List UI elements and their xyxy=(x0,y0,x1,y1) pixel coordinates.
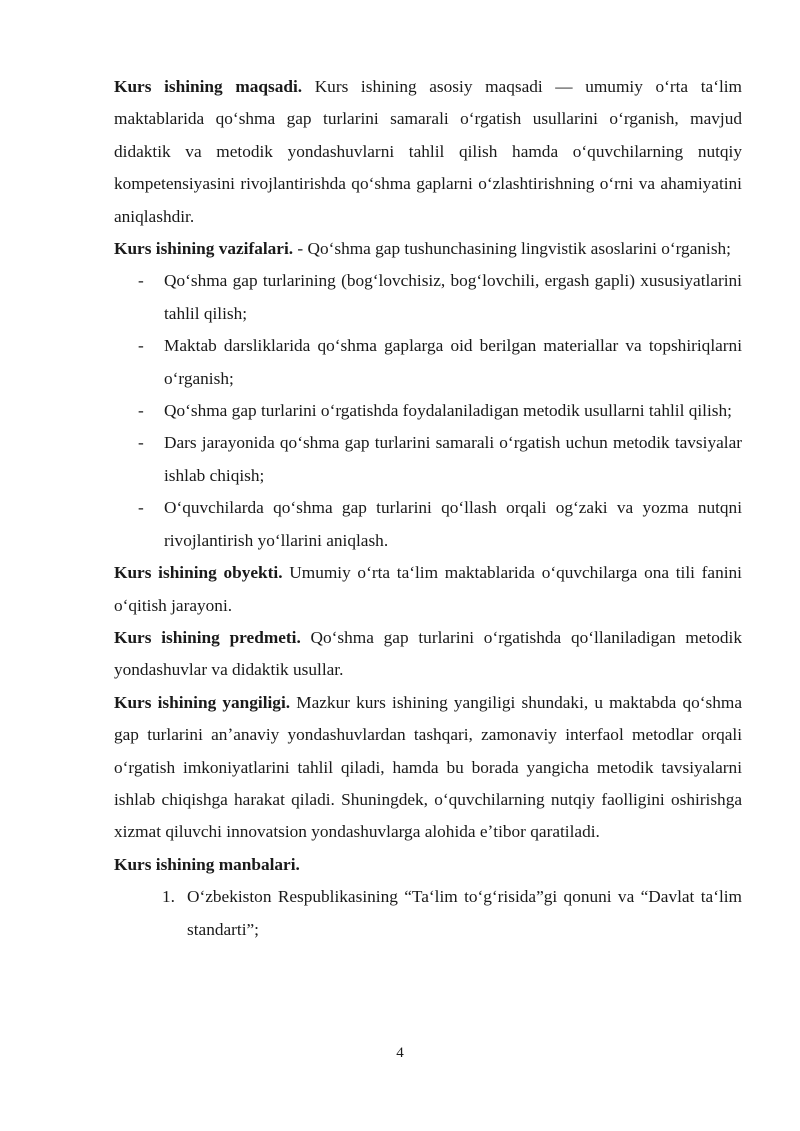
dash-bullet: - xyxy=(138,401,144,421)
text-vazifalar: - Qoʻshma gap tushunchasining lingvistik asoslarini oʻrganish; xyxy=(293,239,731,259)
heading-maqsad: Kurs ishining maqsadi. xyxy=(114,77,303,96)
text-predmet: Qoʻshma gap turlarini oʻrgatishda qoʻllaniladigan metodik yondashuvlar va didaktik usullar. xyxy=(114,627,743,680)
heading-obyekt: Kurs ishining obyekti. xyxy=(114,563,283,583)
dash-bullet: - xyxy=(138,433,144,453)
paragraph-obyekt xyxy=(114,557,742,622)
paragraph-predmet xyxy=(114,622,742,687)
heading-predmet: Kurs ishining predmeti. xyxy=(114,627,301,647)
list-item xyxy=(138,265,742,330)
text-obyekt: Umumiy oʻrta taʻlim maktablarida oʻquvchilarga ona tili fanini oʻqitish jarayoni. xyxy=(114,563,742,615)
page-number: 4 xyxy=(396,1045,404,1061)
list-item xyxy=(138,330,742,395)
list-item-text: Oʻquvchilarda qoʻshma gap turlarini qoʻllash orqali ogʻzaki va yozma nutqni rivojlantirish yoʻllarini aniqlash. xyxy=(164,498,742,550)
list-number: 1. xyxy=(162,887,175,907)
heading-vazifalar: Kurs ishining vazifalari. xyxy=(114,239,294,259)
list-item xyxy=(138,395,742,427)
paragraph-yangilik xyxy=(114,687,742,849)
paragraph-vazifalar xyxy=(114,233,742,265)
dash-bullet: - xyxy=(138,271,144,291)
numbered-list-item xyxy=(162,881,742,946)
text-yangilik: Mazkur kurs ishining yangiligi shundaki, u maktabda qoʻshma gap turlarini anʼanaviy yondashuvlardan tashqari, zamonaviy interfaol metodlar orqali oʻrgatish imkoniyatlarini tahlil qiladi, hamda bu borada yangicha metodik tavsiyalarni ishlab chiqishga harakat qiladi. Shuningdek, oʻquvchilarning nutqiy faolligini oshirishga xizmat qiluvchi innovatsion yondashuvlarga alohida eʼtibor qaratiladi. xyxy=(114,692,742,842)
heading-yangilik: Kurs ishining yangiligi. xyxy=(114,692,291,712)
list-item-text: Qoʻshma gap turlarining (bogʻlovchisiz, bogʻlovchili, ergash gapli) xususiyatlarini tahlil qilish; xyxy=(164,271,742,323)
numbered-list-item-text: Oʻzbekiston Respublikasining “Taʻlim toʻgʻrisida”gi qonuni va “Davlat taʻlim standarti”; xyxy=(187,887,742,939)
heading-manbalar: Kurs ishining manbalari. xyxy=(114,854,300,874)
paragraph-maqsad xyxy=(114,71,742,233)
paragraph-manbalar xyxy=(114,849,742,881)
dash-bullet: - xyxy=(138,498,144,518)
list-item-text: Dars jarayonida qoʻshma gap turlarini samarali oʻrgatish uchun metodik tavsiyalar ishlab chiqish; xyxy=(164,433,742,485)
list-item xyxy=(138,492,742,557)
dash-bullet: - xyxy=(138,336,144,356)
text-maqsad: Kurs ishining asosiy maqsadi — umumiy oʻrta taʻlim maktablarida qoʻshma gap turlarini samarali oʻrgatish usullarini oʻrganish, mavjud didaktik va metodik yondashuvlarni tahlil qilish hamda oʻquvchilarning nutqiy kompetensiyasini rivojlantirishda qoʻshma gaplarni oʻzlashtirishning oʻrni va ahamiyatini aniqlashdir. xyxy=(114,77,742,226)
document-page xyxy=(114,71,742,946)
list-item xyxy=(138,427,742,492)
list-item-text: Qoʻshma gap turlarini oʻrgatishda foydalaniladigan metodik usullarni tahlil qilish; xyxy=(164,401,732,421)
list-item-text: Maktab darsliklarida qoʻshma gaplarga oid berilgan materiallar va topshiriqlarni oʻrganish; xyxy=(164,336,742,388)
